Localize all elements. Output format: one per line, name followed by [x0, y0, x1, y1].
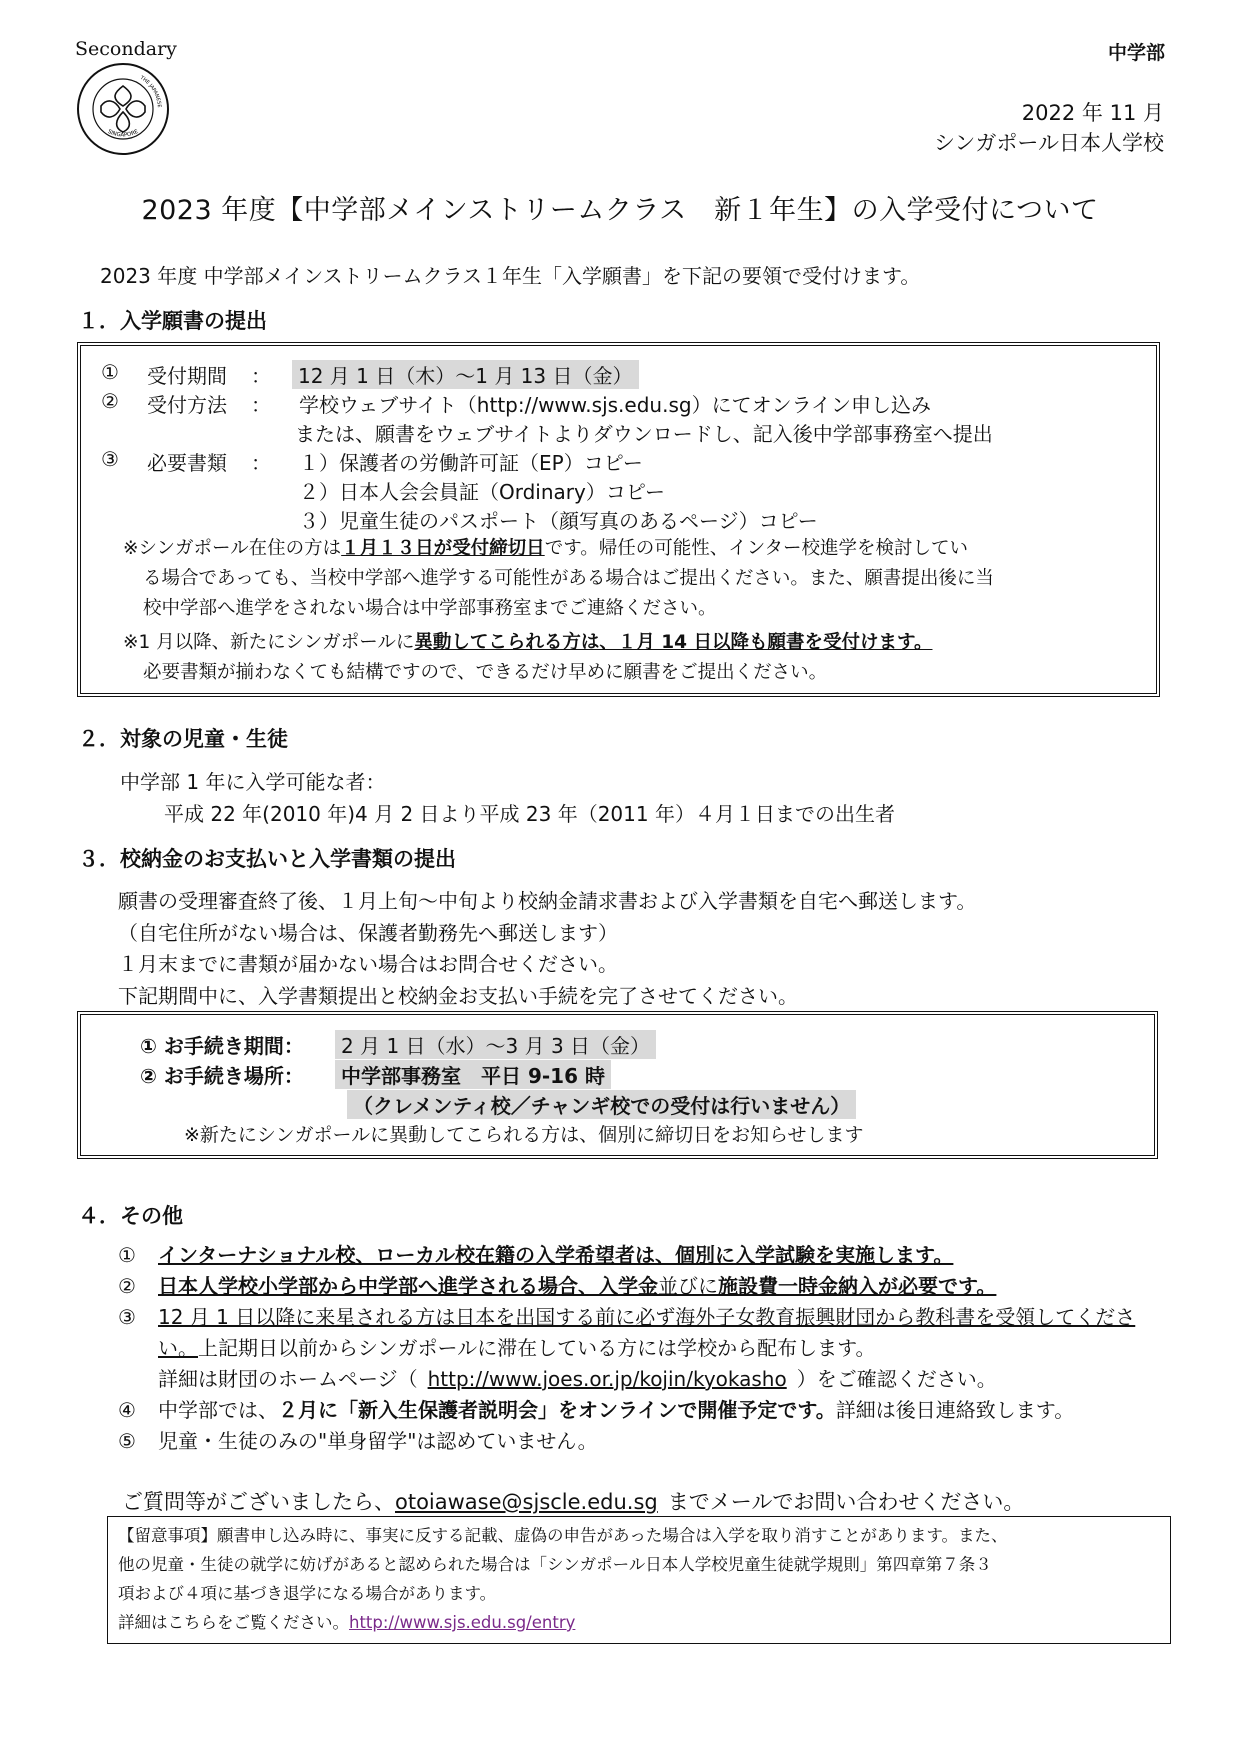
- section3-heading: ３．校納金のお支払いと入学書類の提出: [78, 847, 456, 871]
- procedure-place-value: 中学部事務室 平日 9-16 時: [335, 1060, 611, 1089]
- documents-number: ③: [101, 447, 119, 471]
- list-item: ② 日本人学校小学部から中学部へ進学される場合、入学金並びに施設費一時金納入が必要です。: [118, 1274, 997, 1298]
- contact-line: ご質問等がございましたら、otoiawase@sjscle.edu.sg までメールでお問い合わせください。: [122, 1490, 1025, 1514]
- logo-top-text: THE JAPANESE: [138, 74, 162, 108]
- fees-line1: 願書の受理審査終了後、１月上旬～中旬より校納金請求書および入学書類を自宅へ郵送します。: [118, 889, 977, 913]
- deadline-note-line3: 校中学部へ進学をされない場合は中学部事務室までご連絡ください。: [143, 598, 717, 619]
- school-name: シンガポール日本人学校: [933, 131, 1164, 155]
- section2-heading: ２．対象の児童・生徒: [78, 727, 288, 751]
- procedure-campus-note: （クレメンティ校／チャンギ校での受付は行いません）: [347, 1090, 856, 1119]
- department-japanese: 中学部: [1107, 42, 1165, 64]
- section1-heading: １．入学願書の提出: [78, 309, 267, 333]
- document-item-2: ２）日本人会会員証（Ordinary）コピー: [299, 480, 666, 504]
- period-value: 12 月 1 日（木）～1 月 13 日（金）: [292, 360, 639, 389]
- other-notes-list: [118, 1240, 1168, 1457]
- fees-line3: １月末までに書類が届かない場合はお問合せください。: [118, 952, 618, 976]
- document-item-3: ３）児童生徒のパスポート（顔写真のあるページ）コピー: [299, 509, 818, 533]
- procedure-box: [77, 1011, 1158, 1159]
- notice-line4: 詳細はこちらをご覧ください。http://www.sjs.edu.sg/entry: [118, 1613, 576, 1632]
- transfer-highlight: 異動してこられる方は、１月 14 日以降も願書を受付けます。: [414, 632, 933, 653]
- period-number: ①: [101, 360, 119, 384]
- procedure-period-value: 2 月 1 日（水）～3 月 3 日（金）: [335, 1030, 656, 1059]
- procedure-note: ※新たにシンガポールに異動してこられる方は、個別に締切日をお知らせします: [184, 1124, 864, 1146]
- period-colon: ：: [251, 364, 271, 388]
- notice-line1: 【留意事項】願書申し込み時に、事実に反する記載、虚偽の申告があった場合は入学を取り消すことがあります。また、: [118, 1526, 1008, 1545]
- method-value-1: 学校ウェブサイト（http://www.sjs.edu.sg）にてオンライン申し込み: [299, 393, 931, 417]
- logo-bottom-text: SINGAPORE: [106, 128, 140, 139]
- deadline-note-line2: る場合であっても、当校中学部へ進学する可能性がある場合はご提出ください。また、願書提出後に当: [143, 568, 994, 589]
- method-number: ②: [101, 389, 119, 413]
- list-item: ④ 中学部では、２月に「新入生保護者説明会」をオンラインで開催予定です。詳細は後日連絡致します。: [118, 1398, 1075, 1422]
- notice-line3: 項および４項に基づき退学になる場合があります。: [118, 1584, 497, 1603]
- list-item: ③ 12 月 1 日以降に来星される方は日本を出国する前に必ず海外子女教育振興財団から教科書を受領してください。上記期日以前からシンガポールに滞在している方には学校から配布します。 詳細は財団のホームページ（ http://www.joes.or.jp/kojin/kyokasho ）をご確認ください。: [118, 1305, 1136, 1391]
- list-item: ⑤ 児童・生徒のみの"単身留学"は認めていません。: [118, 1429, 598, 1453]
- documents-colon: ：: [251, 451, 271, 475]
- fees-text: [118, 886, 976, 1012]
- procedure-place-label: ② お手続き場所：: [140, 1064, 304, 1088]
- documents-label: 必要書類: [147, 451, 227, 475]
- issue-date-block: [934, 98, 1164, 158]
- notice-line2: 他の児童・生徒の就学に妨げがあると認められた場合は「シンガポール日本人学校児童生徒就学規則」第四章第７条３: [118, 1555, 992, 1574]
- transfer-note-line2: 必要書類が揃わなくても結構ですので、できるだけ早めに願書をご提出ください。: [143, 662, 828, 683]
- eligibility-text: [120, 766, 895, 830]
- school-logo: [76, 62, 170, 156]
- joes-link[interactable]: http://www.joes.or.jp/kojin/kyokasho: [427, 1367, 787, 1391]
- period-label: 受付期間: [147, 364, 227, 388]
- method-colon: ：: [251, 393, 271, 417]
- department-english: Secondary: [75, 38, 177, 60]
- entry-link[interactable]: http://www.sjs.edu.sg/entry: [349, 1613, 576, 1632]
- eligibility-line1: 中学部 1 年に入学可能な者：: [120, 770, 386, 794]
- page-title: 2023 年度【中学部メインストリームクラス 新１年生】の入学受付について: [141, 195, 1099, 226]
- method-label: 受付方法: [147, 393, 227, 417]
- transfer-note-line1: ※1 月以降、新たにシンガポールに異動してこられる方は、１月 14 日以降も願書を受付けます。: [123, 632, 933, 653]
- method-value-2: または、願書をウェブサイトよりダウンロードし、記入後中学部事務室へ提出: [295, 422, 993, 446]
- contact-email-link[interactable]: otoiawase@sjscle.edu.sg: [395, 1490, 658, 1514]
- section4-heading: ４．その他: [78, 1204, 183, 1228]
- issue-date: 2022 年 11 月: [1021, 101, 1164, 125]
- deadline-highlight: １月１３日が受付締切日: [341, 538, 545, 559]
- fees-line2: （自宅住所がない場合は、保護者勤務先へ郵送します）: [118, 920, 618, 945]
- fees-line4: 下記期間中に、入学書類提出と校納金お支払い手続を完了させてください。: [118, 983, 798, 1008]
- procedure-period-label: ① お手続き期間：: [140, 1034, 304, 1058]
- intro-text: 2023 年度 中学部メインストリームクラス１年生「入学願書」を下記の要領で受付けます。: [100, 264, 921, 288]
- list-item: ① インターナショナル校、ローカル校在籍の入学希望者は、個別に入学試験を実施します。: [118, 1243, 954, 1267]
- document-item-1: １）保護者の労働許可証（EP）コピー: [299, 451, 643, 475]
- notice-box: [107, 1516, 1171, 1644]
- deadline-note-line1: ※シンガポール在住の方は１月１３日が受付締切日です。帰任の可能性、インター校進学を検討してい: [123, 538, 968, 559]
- eligibility-line2: 平成 22 年(2010 年)4 月 2 日より平成 23 年（2011 年）４月１日までの出生者: [164, 802, 895, 826]
- application-box: [77, 342, 1160, 697]
